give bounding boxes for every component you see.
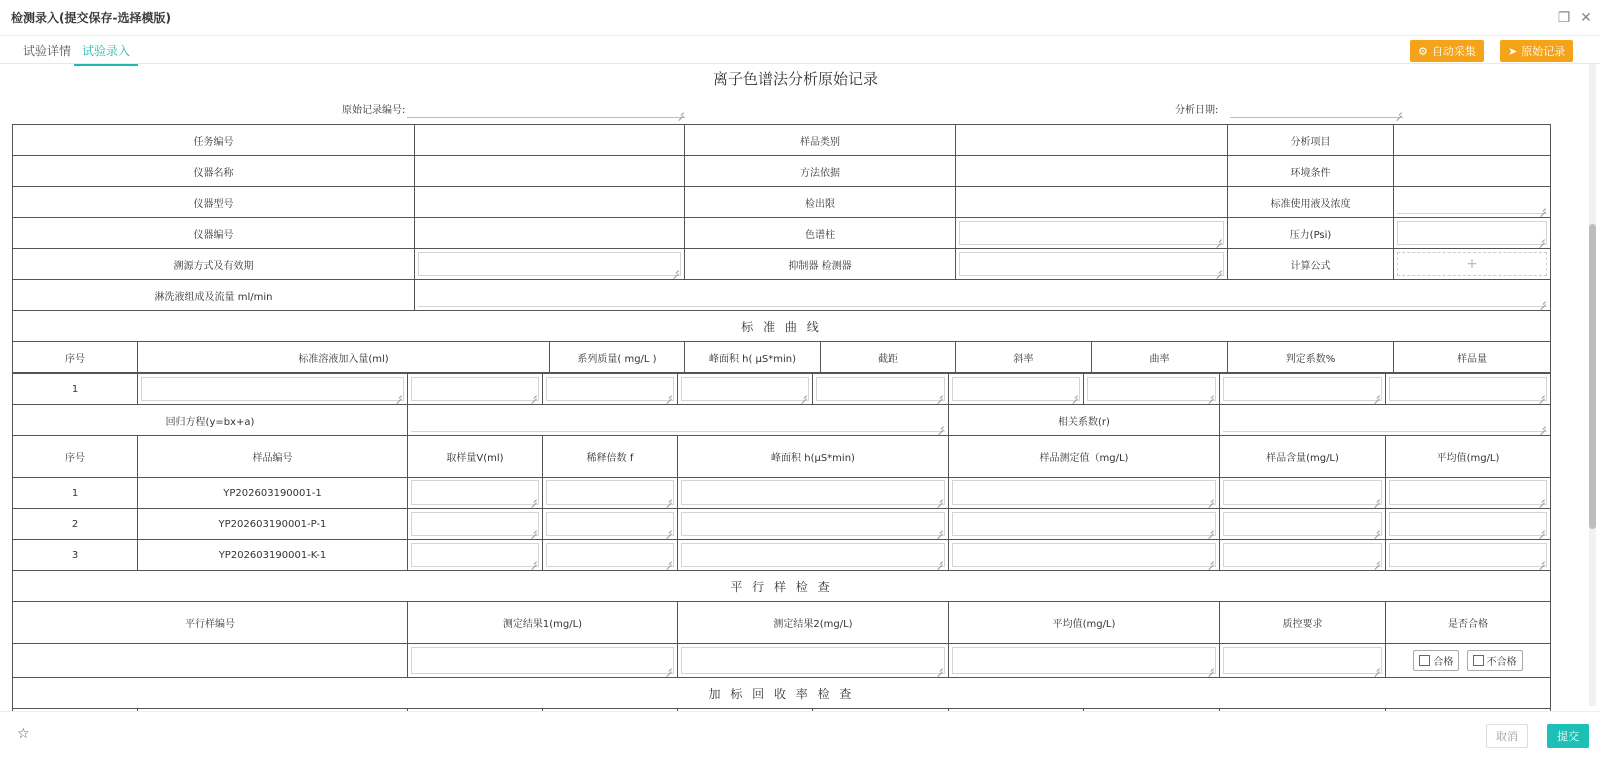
eluent-input-cell [415, 280, 1551, 311]
analysis-date-label: 分析日期: [1175, 105, 1219, 116]
sample-cell [408, 540, 543, 571]
pass-checkbox[interactable] [1413, 650, 1459, 671]
checkbox-icon [1419, 655, 1430, 666]
parallel-header: 是否合格 [1386, 602, 1551, 644]
sample-input[interactable] [681, 480, 945, 505]
parallel-no-cell [13, 644, 408, 678]
sample-input[interactable] [1223, 512, 1382, 536]
star-icon[interactable]: ☆ [17, 726, 30, 742]
info-row [13, 125, 1551, 156]
sample-input[interactable] [546, 480, 674, 505]
info-label: 计算公式 [1228, 249, 1394, 280]
parallel-cell [408, 644, 678, 678]
plus-icon: + [1466, 256, 1478, 272]
std-cell [1220, 374, 1386, 405]
corr-input-cell [1220, 405, 1551, 436]
std-header: 曲率 [1092, 342, 1228, 373]
regression-label: 回归方程(y=bx+a) [13, 405, 408, 436]
std-input[interactable] [141, 377, 404, 401]
std-cell [813, 374, 949, 405]
info-value[interactable] [415, 156, 685, 187]
sample-input[interactable] [952, 543, 1216, 567]
sample-input[interactable] [1223, 480, 1382, 505]
sample-cell [678, 509, 949, 540]
eluent-label: 淋洗液组成及流量 ml/min [13, 280, 415, 311]
sample-input[interactable] [411, 512, 539, 536]
info-row [13, 156, 1551, 187]
title-bar [0, 0, 1600, 36]
gear-icon: ⚙ [1418, 44, 1428, 58]
sample-no: 3 [13, 540, 138, 571]
add-formula-button[interactable] [1397, 252, 1547, 276]
sample-cell [1386, 509, 1551, 540]
parallel-title: 平 行 样 检 查 [13, 571, 1551, 602]
sample-cell [678, 540, 949, 571]
std-input[interactable] [952, 377, 1080, 401]
info-label: 分析项目 [1228, 125, 1394, 156]
trace-input[interactable] [418, 252, 681, 276]
std-input[interactable] [681, 377, 809, 401]
info-value[interactable] [1394, 156, 1551, 187]
tab-test-details[interactable]: 试验详情 [23, 44, 72, 58]
parallel-header: 测定结果2(mg/L) [678, 602, 949, 644]
sample-input[interactable] [1389, 480, 1547, 505]
std-cell [138, 374, 408, 405]
spike-title-row [13, 678, 1551, 709]
std-cell [678, 374, 813, 405]
regression-row [13, 405, 1551, 436]
info-value[interactable] [415, 125, 685, 156]
parallel-row [13, 644, 1551, 678]
corr-input[interactable] [1223, 408, 1547, 432]
sample-cell [1220, 478, 1386, 509]
std-input[interactable] [816, 377, 945, 401]
std-curve-title-row [13, 311, 1551, 342]
std-cell [1386, 374, 1551, 405]
pressure-input[interactable] [1397, 221, 1547, 245]
sample-cell [1386, 540, 1551, 571]
std-cell [949, 374, 1084, 405]
std-header: 判定系数% [1228, 342, 1394, 373]
sample-cell [408, 478, 543, 509]
pass-label: 合格 [1433, 657, 1454, 668]
sample-cell [543, 540, 678, 571]
std-header-row [13, 342, 1551, 373]
info-row [13, 249, 1551, 280]
sample-code: YP202603190001-1 [138, 478, 408, 509]
corr-label: 相关系数(r) [949, 405, 1220, 436]
std-header: 序号 [13, 342, 138, 373]
std-header: 系列质量( mg/L ) [550, 342, 685, 373]
sample-code: YP202603190001-K-1 [138, 540, 408, 571]
auto-collect-button[interactable] [1410, 40, 1484, 62]
std-header: 截距 [821, 342, 956, 373]
tab-test-entry[interactable]: 试验录入 [74, 42, 138, 66]
info-label: 仪器名称 [13, 156, 415, 187]
std-header: 样品量 [1394, 342, 1551, 373]
parallel-header: 测定结果1(mg/L) [408, 602, 678, 644]
info-label: 环境条件 [1228, 156, 1394, 187]
sample-input[interactable] [411, 543, 539, 567]
sample-input[interactable] [952, 480, 1216, 505]
sample-header: 取样量V(ml) [408, 436, 543, 478]
info-label: 色谱柱 [685, 218, 956, 249]
sample-input[interactable] [681, 512, 945, 536]
sample-input[interactable] [1223, 543, 1382, 567]
sample-code: YP202603190001-P-1 [138, 509, 408, 540]
scrollbar-thumb[interactable] [1589, 224, 1596, 529]
info-label: 溯源方式及有效期 [13, 249, 415, 280]
std-header: 峰面积 h( μS*min) [685, 342, 821, 373]
meta-row [12, 92, 1579, 124]
sample-input[interactable] [546, 512, 674, 536]
record-no-label: 原始记录编号: [342, 105, 406, 116]
sample-no: 2 [13, 509, 138, 540]
sample-row [13, 478, 1551, 509]
sample-row [13, 540, 1551, 571]
suppressor-input-cell [956, 249, 1228, 280]
sample-cell [1386, 478, 1551, 509]
spike-title: 加 标 回 收 率 检 查 [13, 678, 1551, 709]
parallel-cell [949, 644, 1220, 678]
suppressor-input[interactable] [959, 252, 1224, 276]
pressure-input-cell [1394, 218, 1551, 249]
analysis-date-input[interactable] [1230, 96, 1403, 118]
sample-cell [543, 478, 678, 509]
cancel-button[interactable]: 取消 [1486, 724, 1528, 748]
sheet-title: 离子色谱法分析原始记录 [712, 70, 878, 88]
std-cell [408, 374, 543, 405]
sample-header: 稀释倍数 f [543, 436, 678, 478]
fail-checkbox[interactable] [1467, 650, 1523, 671]
info-value[interactable] [956, 125, 1228, 156]
info-row [13, 218, 1551, 249]
pass-check-cell [1386, 644, 1551, 678]
info-label: 仪器型号 [13, 187, 415, 218]
formula-cell [1394, 249, 1551, 280]
sample-input[interactable] [546, 543, 674, 567]
raw-record-button[interactable] [1500, 40, 1573, 62]
regression-input[interactable] [411, 408, 945, 432]
record-no-input[interactable] [407, 96, 685, 118]
info-row [13, 187, 1551, 218]
record-table [12, 124, 1551, 373]
info-value[interactable] [415, 218, 685, 249]
std-cell [1084, 374, 1220, 405]
submit-button[interactable]: 提交 [1547, 724, 1589, 748]
tab-bar [0, 36, 1600, 64]
parallel-cell [678, 644, 949, 678]
std-input[interactable] [411, 377, 539, 401]
info-value[interactable] [956, 187, 1228, 218]
info-label: 检出限 [685, 187, 956, 218]
sample-header: 平均值(mg/L) [1386, 436, 1551, 478]
parallel-header: 平行样编号 [13, 602, 408, 644]
sample-header: 峰面积 h(μS*min) [678, 436, 949, 478]
sample-cell [543, 509, 678, 540]
sample-row [13, 509, 1551, 540]
sample-header-row [13, 436, 1551, 478]
close-icon[interactable]: ✕ [1580, 10, 1592, 26]
std-input[interactable] [1223, 377, 1382, 401]
vertical-scrollbar[interactable] [1589, 64, 1596, 706]
trace-input-cell [415, 249, 685, 280]
sample-cell [949, 478, 1220, 509]
info-value[interactable] [415, 187, 685, 218]
parallel-input[interactable] [952, 647, 1216, 674]
info-label: 方法依据 [685, 156, 956, 187]
window-title: 检测录入(提交保存-选择模版) [11, 11, 171, 25]
std-curve-title: 标 准 曲 线 [13, 311, 1551, 342]
sample-cell [408, 509, 543, 540]
sample-cell [949, 509, 1220, 540]
sample-cell [1220, 540, 1386, 571]
restore-icon[interactable]: ❐ [1557, 10, 1571, 26]
column-input[interactable] [959, 221, 1224, 245]
auto-collect-label: 自动采集 [1431, 45, 1476, 58]
sample-header: 样品测定值（mg/L) [949, 436, 1220, 478]
parallel-header: 平均值(mg/L) [949, 602, 1220, 644]
info-value[interactable] [1394, 187, 1551, 218]
std-input[interactable] [546, 377, 674, 401]
checkbox-icon [1473, 655, 1484, 666]
window-controls [1550, 10, 1594, 26]
sample-input[interactable] [1389, 543, 1547, 567]
std-row-no: 1 [13, 374, 138, 405]
sample-no: 1 [13, 478, 138, 509]
std-cell [543, 374, 678, 405]
sample-input[interactable] [411, 480, 539, 505]
fail-label: 不合格 [1486, 657, 1517, 668]
parallel-title-row [13, 571, 1551, 602]
raw-record-label: 原始记录 [1521, 45, 1566, 58]
eluent-row [13, 280, 1551, 311]
eluent-input[interactable] [418, 283, 1547, 307]
info-value[interactable] [1394, 125, 1551, 156]
info-label: 压力(Psi) [1228, 218, 1394, 249]
regression-input-cell [408, 405, 949, 436]
send-icon: ➤ [1508, 44, 1518, 58]
info-label: 仪器编号 [13, 218, 415, 249]
info-label: 抑制器 检测器 [685, 249, 956, 280]
sample-cell [949, 540, 1220, 571]
std-input[interactable] [1389, 377, 1547, 401]
record-table-2 [12, 373, 1551, 718]
std-header: 标准溶液加入量(ml) [138, 342, 550, 373]
sample-input[interactable] [1389, 512, 1547, 536]
parallel-header: 质控要求 [1220, 602, 1386, 644]
info-label: 标准使用液及浓度 [1228, 187, 1394, 218]
info-value[interactable] [956, 156, 1228, 187]
record-sheet [12, 66, 1579, 718]
column-input-cell [956, 218, 1228, 249]
sample-header: 序号 [13, 436, 138, 478]
sample-header: 样品编号 [138, 436, 408, 478]
std-row [13, 374, 1551, 405]
parallel-header-row [13, 602, 1551, 644]
sample-input[interactable] [952, 512, 1216, 536]
parallel-input[interactable] [1223, 647, 1382, 674]
info-label: 样品类别 [685, 125, 956, 156]
parallel-cell [1220, 644, 1386, 678]
footer [0, 711, 1600, 759]
info-label: 任务编号 [13, 125, 415, 156]
std-input[interactable] [1087, 377, 1216, 401]
parallel-input[interactable] [411, 647, 674, 674]
sample-cell [1220, 509, 1386, 540]
parallel-input[interactable] [681, 647, 945, 674]
sample-cell [678, 478, 949, 509]
sample-input[interactable] [681, 543, 945, 567]
sample-header: 样品含量(mg/L) [1220, 436, 1386, 478]
std-header: 斜率 [956, 342, 1092, 373]
